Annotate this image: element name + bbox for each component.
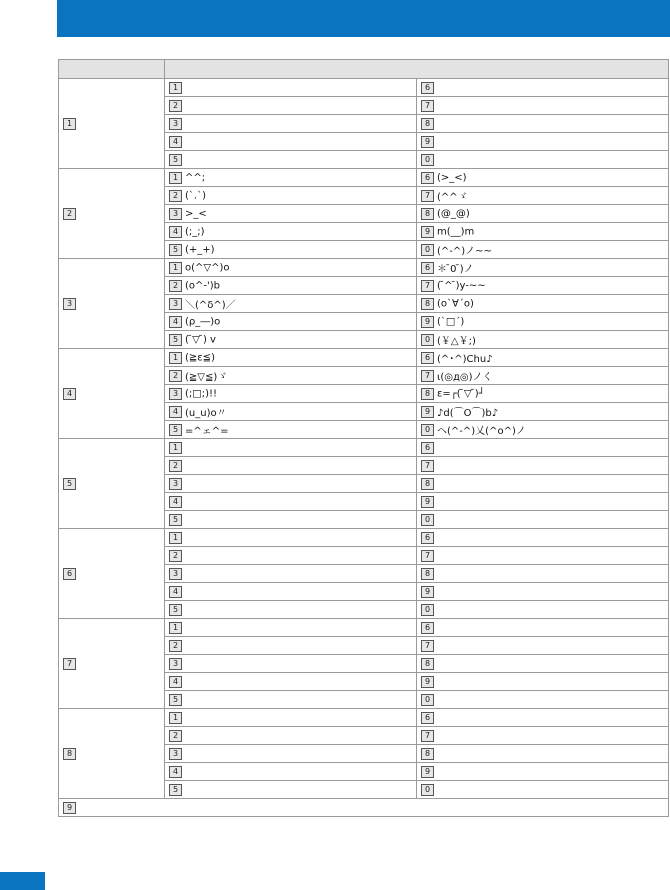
number-key-icon: 1: [169, 262, 182, 274]
table-row: [59, 349, 669, 367]
number-key-icon: 7: [421, 550, 434, 562]
entry-cell: [165, 727, 417, 745]
number-key-icon: 4: [169, 136, 182, 148]
entry-cell: [165, 367, 417, 385]
entry-cell: [417, 637, 669, 655]
number-key-icon: 3: [169, 208, 182, 220]
entry-cell: [165, 223, 417, 241]
entry-cell: [165, 601, 417, 619]
entry-cell: [165, 169, 417, 187]
entry-cell: [165, 691, 417, 709]
entry-text: ε=┌( ̄▽ ̄)┘: [437, 388, 485, 399]
entry-cell: [417, 619, 669, 637]
number-key-icon: 0: [421, 424, 434, 436]
number-key-icon: 2: [169, 550, 182, 562]
entry-cell: [165, 277, 417, 295]
entry-text: (ρ_―)o: [185, 316, 221, 327]
number-key-icon: 9: [421, 496, 434, 508]
table-row: [59, 709, 669, 727]
number-key-icon: 4: [169, 676, 182, 688]
entry-cell: [417, 511, 669, 529]
entry-cell: [165, 259, 417, 277]
number-key-icon: 5: [169, 154, 182, 166]
footer-cell: [59, 799, 669, 817]
table-row: [59, 79, 669, 97]
entry-cell: [417, 727, 669, 745]
entry-cell: [165, 781, 417, 799]
number-key-icon: 6: [421, 262, 434, 274]
number-key-icon: 4: [169, 226, 182, 238]
number-key-icon: 5: [169, 694, 182, 706]
entry-cell: [417, 277, 669, 295]
entry-cell: [417, 205, 669, 223]
number-key-icon: 8: [421, 298, 434, 310]
footer-row: [59, 799, 669, 817]
number-key-icon: 7: [421, 730, 434, 742]
number-key-icon: 1: [169, 82, 182, 94]
number-key-icon: 5: [169, 514, 182, 526]
entry-text: (￥△￥;): [437, 336, 476, 347]
entry-cell: [165, 385, 417, 403]
number-key-icon: 0: [421, 334, 434, 346]
header-cell-content: [165, 60, 669, 79]
entry-cell: [417, 457, 669, 475]
entry-cell: [417, 313, 669, 331]
entry-text: (;_;): [185, 226, 205, 237]
number-key-icon: 9: [421, 136, 434, 148]
number-key-icon: 0: [421, 514, 434, 526]
number-key-icon: 1: [169, 352, 182, 364]
entry-cell: [417, 475, 669, 493]
number-key-icon: 8: [421, 388, 434, 400]
entry-text: (o^-')b: [185, 280, 221, 291]
entry-cell: [165, 133, 417, 151]
number-key-icon: 6: [421, 622, 434, 634]
group-key-icon: 4: [63, 388, 76, 400]
number-key-icon: 0: [421, 244, 434, 256]
number-key-icon: 2: [169, 730, 182, 742]
entry-cell: [165, 439, 417, 457]
number-key-icon: 5: [169, 424, 182, 436]
group-key-icon: 3: [63, 298, 76, 310]
entry-cell: [165, 313, 417, 331]
number-key-icon: 7: [421, 100, 434, 112]
number-key-icon: 3: [169, 298, 182, 310]
entry-cell: [417, 781, 669, 799]
entry-cell: [417, 691, 669, 709]
entry-cell: [417, 259, 669, 277]
table-row: [59, 529, 669, 547]
number-key-icon: 4: [169, 316, 182, 328]
number-key-icon: 4: [169, 496, 182, 508]
number-key-icon: 8: [421, 118, 434, 130]
entry-cell: [165, 475, 417, 493]
number-key-icon: 5: [169, 334, 182, 346]
entry-text: (o`∀´o): [437, 298, 474, 309]
number-key-icon: 6: [421, 442, 434, 454]
entry-cell: [165, 655, 417, 673]
entry-cell: [165, 529, 417, 547]
entry-text: ι(◎д◎)ノく: [437, 372, 493, 383]
entry-cell: [417, 349, 669, 367]
entry-text: o(^▽^)o: [185, 262, 230, 273]
entry-cell: [165, 583, 417, 601]
entry-cell: [417, 709, 669, 727]
group-key-cell: [59, 349, 165, 439]
number-key-icon: 8: [421, 748, 434, 760]
entry-cell: [417, 187, 669, 205]
number-key-icon: 4: [169, 586, 182, 598]
entry-text: ヘ(^-^)乂(^o^)ノ: [437, 426, 526, 437]
entry-text: (`.`): [185, 190, 206, 201]
entry-cell: [165, 763, 417, 781]
number-key-icon: 0: [421, 694, 434, 706]
table-row: [59, 619, 669, 637]
entry-text: (^･^)Chu♪: [437, 354, 493, 365]
entry-cell: [165, 295, 417, 313]
number-key-icon: 9: [421, 406, 434, 418]
entry-cell: [417, 421, 669, 439]
entry-cell: [417, 151, 669, 169]
entry-text: ^^;: [185, 172, 206, 183]
number-key-icon: 4: [169, 406, 182, 418]
number-key-icon: 8: [421, 658, 434, 670]
entry-cell: [165, 331, 417, 349]
number-key-icon: 7: [421, 460, 434, 472]
entry-cell: [417, 529, 669, 547]
entry-cell: [417, 763, 669, 781]
number-key-icon: 7: [421, 190, 434, 202]
group-key-icon: 8: [63, 748, 76, 760]
entry-cell: [417, 655, 669, 673]
entry-cell: [417, 367, 669, 385]
entry-text: ＼(^δ^)／: [185, 300, 236, 311]
table-header-row: [59, 60, 669, 79]
number-key-icon: 5: [169, 604, 182, 616]
entry-text: (>_<): [437, 172, 467, 183]
entry-cell: [417, 295, 669, 313]
number-key-icon: 9: [421, 586, 434, 598]
number-key-icon: 6: [421, 172, 434, 184]
number-key-icon: 1: [169, 712, 182, 724]
number-key-icon: 3: [169, 388, 182, 400]
entry-cell: [165, 457, 417, 475]
number-key-icon: 5: [169, 784, 182, 796]
number-key-icon: 2: [169, 370, 182, 382]
entry-cell: [417, 745, 669, 763]
number-key-icon: 8: [421, 478, 434, 490]
number-key-icon: 2: [169, 460, 182, 472]
group-key-cell: [59, 259, 165, 349]
entry-text: ( ̄^ ̄)y-~~: [437, 280, 486, 291]
entry-cell: [417, 385, 669, 403]
entry-cell: [417, 673, 669, 691]
number-key-icon: 8: [421, 208, 434, 220]
entry-cell: [165, 637, 417, 655]
header-cell-key: [59, 60, 165, 79]
entry-cell: [165, 151, 417, 169]
entry-cell: [165, 79, 417, 97]
entry-cell: [417, 493, 669, 511]
group-key-cell: [59, 529, 165, 619]
entry-text: >_<: [185, 208, 207, 219]
entry-cell: [165, 241, 417, 259]
group-key-cell: [59, 619, 165, 709]
group-key-cell: [59, 169, 165, 259]
number-key-icon: 3: [169, 568, 182, 580]
number-key-icon: 2: [169, 280, 182, 292]
top-banner: [57, 0, 670, 37]
number-key-icon: 7: [421, 370, 434, 382]
entry-cell: [165, 205, 417, 223]
number-key-icon: 6: [421, 352, 434, 364]
group-key-icon: 6: [63, 568, 76, 580]
group-key-icon: 7: [63, 658, 76, 670]
entry-cell: [165, 493, 417, 511]
entry-text: ＊ ̄0 ̄)ノ: [437, 264, 474, 275]
number-key-icon: 3: [169, 658, 182, 670]
number-key-icon: 0: [421, 784, 434, 796]
entry-text: m(__)m: [437, 226, 475, 237]
number-key-icon: 1: [169, 622, 182, 634]
page-tab-marker: [0, 872, 45, 890]
entry-cell: [417, 439, 669, 457]
entry-cell: [417, 403, 669, 421]
entry-cell: [165, 115, 417, 133]
group-key-icon: 1: [63, 118, 76, 130]
entry-cell: [165, 349, 417, 367]
group-key-cell: [59, 439, 165, 529]
entry-cell: [165, 565, 417, 583]
entry-text: (^-^)ノ~~: [437, 246, 492, 257]
number-key-icon: 1: [169, 172, 182, 184]
entry-text: (≧▽≦)ゞ: [185, 372, 228, 383]
entry-text: (+_+): [185, 244, 215, 255]
number-key-icon: 3: [169, 748, 182, 760]
entry-text: =^ェ^=: [185, 426, 229, 437]
table-row: [59, 439, 669, 457]
group-key-icon: 5: [63, 478, 76, 490]
entry-cell: [165, 187, 417, 205]
entry-text: (`□´): [437, 316, 465, 327]
entry-cell: [417, 241, 669, 259]
number-key-icon: 1: [169, 532, 182, 544]
table-body: [59, 79, 669, 799]
entry-cell: [165, 97, 417, 115]
number-key-icon: 7: [421, 280, 434, 292]
entry-text: (u_u)o〃: [185, 408, 227, 419]
number-key-icon: 9: [421, 226, 434, 238]
number-key-icon: 0: [421, 604, 434, 616]
entry-cell: [417, 169, 669, 187]
number-key-icon: 3: [169, 118, 182, 130]
key-assignment-table: [58, 59, 669, 817]
number-key-icon: 7: [421, 640, 434, 652]
table-row: [59, 169, 669, 187]
entry-text: (;□;)!!: [185, 388, 218, 399]
entry-cell: [165, 709, 417, 727]
number-key-icon: 8: [421, 568, 434, 580]
entry-text: ( ̄▽ ̄) v: [185, 334, 216, 345]
group-key-cell: [59, 709, 165, 799]
number-key-icon: 4: [169, 766, 182, 778]
number-key-icon: 2: [169, 640, 182, 652]
entry-cell: [417, 565, 669, 583]
entry-text: (≧ε≦): [185, 352, 215, 363]
number-key-icon: 9: [421, 316, 434, 328]
entry-cell: [165, 673, 417, 691]
table-row: [59, 259, 669, 277]
entry-cell: [417, 223, 669, 241]
number-key-icon: 6: [421, 82, 434, 94]
number-key-icon: 6: [421, 712, 434, 724]
number-key-icon: 3: [169, 478, 182, 490]
entry-text: (^^ゞ: [437, 192, 468, 203]
number-key-icon: 9: [421, 766, 434, 778]
entry-cell: [165, 547, 417, 565]
entry-cell: [165, 745, 417, 763]
number-key-icon: 5: [169, 244, 182, 256]
number-key-icon: 1: [169, 442, 182, 454]
entry-cell: [417, 97, 669, 115]
entry-cell: [165, 619, 417, 637]
group-key-cell: [59, 79, 165, 169]
number-key-icon: 6: [421, 532, 434, 544]
entry-cell: [417, 547, 669, 565]
entry-cell: [417, 601, 669, 619]
number-key-icon: 2: [169, 190, 182, 202]
number-key-icon: 0: [421, 154, 434, 166]
entry-cell: [417, 133, 669, 151]
group-key-icon: 2: [63, 208, 76, 220]
entry-cell: [165, 421, 417, 439]
entry-text: (@_@): [437, 208, 470, 219]
entry-cell: [417, 583, 669, 601]
entry-cell: [417, 79, 669, 97]
entry-cell: [165, 403, 417, 421]
number-key-icon: 9: [421, 676, 434, 688]
entry-cell: [165, 511, 417, 529]
entry-cell: [417, 115, 669, 133]
entry-cell: [417, 331, 669, 349]
number-key-icon: 2: [169, 100, 182, 112]
footer-key-icon: 9: [63, 802, 76, 814]
entry-text: ♪d(⌒O⌒)b♪: [437, 408, 499, 419]
